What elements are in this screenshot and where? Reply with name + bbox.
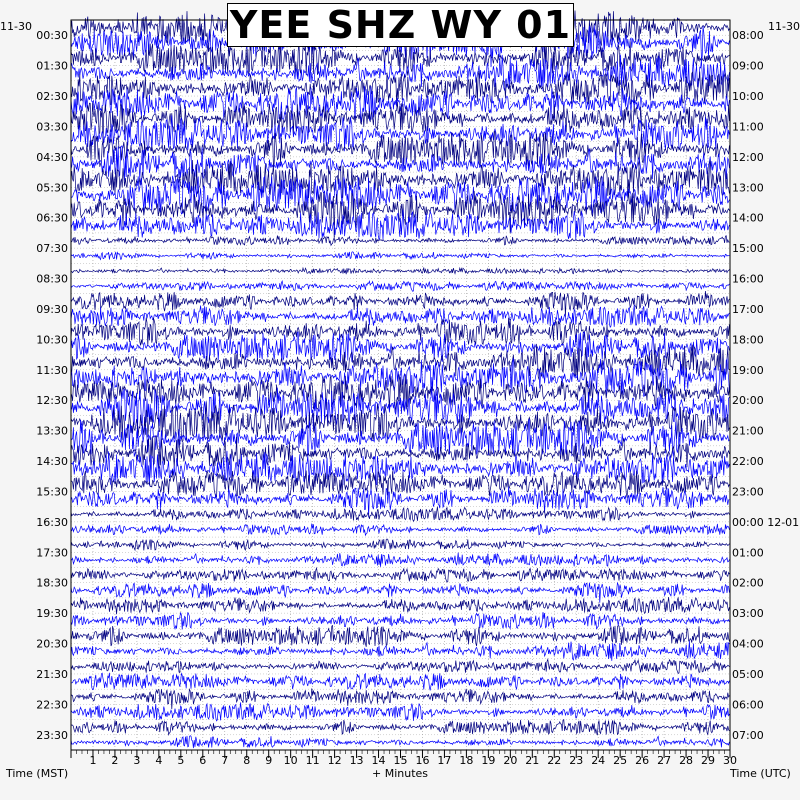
- right-time-label: 15:00: [732, 242, 764, 256]
- date-label-right: 11-30: [768, 20, 800, 33]
- x-tick-label: 14: [371, 754, 386, 767]
- left-time-label: 05:30: [36, 181, 68, 195]
- right-time-label: 17:00: [732, 302, 764, 316]
- right-time-label: 12:00: [732, 150, 764, 164]
- right-time-label: 07:00: [732, 728, 764, 742]
- x-tick-label: 18: [459, 754, 474, 767]
- x-tick-label: 12: [327, 754, 342, 767]
- x-tick-label: 5: [177, 754, 185, 767]
- right-time-label: 04:00: [732, 637, 764, 651]
- left-time-axis: [36, 29, 68, 742]
- right-time-label: 16:00: [732, 272, 764, 286]
- left-time-label: 23:30: [36, 728, 68, 742]
- right-time-label: 22:00: [732, 455, 764, 469]
- left-time-label: 17:30: [36, 546, 68, 560]
- left-time-label: 08:30: [36, 272, 68, 286]
- left-time-label: 14:30: [36, 455, 68, 469]
- x-tick-label: 26: [635, 754, 650, 767]
- right-time-label: 14:00: [732, 211, 764, 225]
- x-tick-label: 3: [133, 754, 141, 767]
- left-time-label: 10:30: [36, 333, 68, 347]
- left-time-label: 07:30: [36, 242, 68, 256]
- left-time-label: 03:30: [36, 120, 68, 134]
- x-tick-label: 27: [657, 754, 672, 767]
- left-time-label: 16:30: [36, 515, 68, 529]
- right-time-label: 06:00: [732, 698, 764, 712]
- right-time-label: 03:00: [732, 607, 764, 621]
- x-axis-ticks: [71, 750, 737, 767]
- right-time-label: 02:00: [732, 576, 764, 590]
- x-tick-label: 2: [111, 754, 119, 767]
- left-time-label: 20:30: [36, 637, 68, 651]
- x-tick-label: 17: [437, 754, 452, 767]
- left-time-label: 13:30: [36, 424, 68, 438]
- left-time-label: 22:30: [36, 698, 68, 712]
- x-tick-label: 22: [547, 754, 562, 767]
- right-time-label: 00:00 12-01: [732, 515, 800, 529]
- date-label-left: 11-30: [0, 20, 32, 33]
- x-tick-label: 28: [679, 754, 694, 767]
- x-tick-label: 16: [415, 754, 430, 767]
- chart-title: YEE SHZ WY 01: [229, 3, 572, 47]
- right-time-axis: [732, 29, 799, 742]
- right-time-label: 19:00: [732, 363, 764, 377]
- x-tick-label: 8: [243, 754, 251, 767]
- right-time-label: 20:00: [732, 394, 764, 408]
- right-time-label: 09:00: [732, 59, 764, 73]
- right-time-label: 13:00: [732, 181, 764, 195]
- x-tick-label: 25: [613, 754, 628, 767]
- x-tick-label: 7: [221, 754, 229, 767]
- x-tick-label: 24: [591, 754, 606, 767]
- right-time-label: 23:00: [732, 485, 764, 499]
- left-time-label: 04:30: [36, 150, 68, 164]
- right-time-label: 05:00: [732, 667, 764, 681]
- right-time-label: 08:00: [732, 29, 764, 43]
- right-time-label: 21:00: [732, 424, 764, 438]
- x-tick-label: 6: [199, 754, 207, 767]
- left-time-label: 15:30: [36, 485, 68, 499]
- left-time-label: 01:30: [36, 59, 68, 73]
- left-time-label: 11:30: [36, 363, 68, 377]
- x-axis-label: + Minutes: [371, 767, 429, 780]
- left-time-label: 21:30: [36, 667, 68, 681]
- left-time-label: 09:30: [36, 302, 68, 316]
- x-tick-label: 30: [723, 754, 737, 767]
- title-box: [227, 3, 574, 47]
- x-tick-label: 29: [701, 754, 716, 767]
- x-tick-label: 23: [569, 754, 584, 767]
- left-time-label: 12:30: [36, 394, 68, 408]
- x-tick-label: 4: [155, 754, 163, 767]
- right-time-label: 18:00: [732, 333, 764, 347]
- x-tick-label: 1: [89, 754, 97, 767]
- x-tick-label: 20: [503, 754, 518, 767]
- x-tick-label: 15: [393, 754, 408, 767]
- left-time-label: 18:30: [36, 576, 68, 590]
- x-tick-label: 19: [481, 754, 496, 767]
- right-time-label: 10:00: [732, 90, 764, 104]
- right-time-label: 11:00: [732, 120, 764, 134]
- x-tick-label: 21: [525, 754, 540, 767]
- x-tick-label: 10: [283, 754, 298, 767]
- left-time-label: 02:30: [36, 90, 68, 104]
- x-tick-label: 9: [265, 754, 273, 767]
- x-tick-label: 13: [349, 754, 364, 767]
- x-tick-label: 11: [305, 754, 320, 767]
- left-time-label: 06:30: [36, 211, 68, 225]
- left-axis-label: Time (MST): [6, 767, 69, 780]
- right-time-label: 01:00: [732, 546, 764, 560]
- right-axis-label: Time (UTC): [730, 767, 791, 780]
- left-time-label: 19:30: [36, 607, 68, 621]
- left-time-label: 00:30: [36, 29, 68, 43]
